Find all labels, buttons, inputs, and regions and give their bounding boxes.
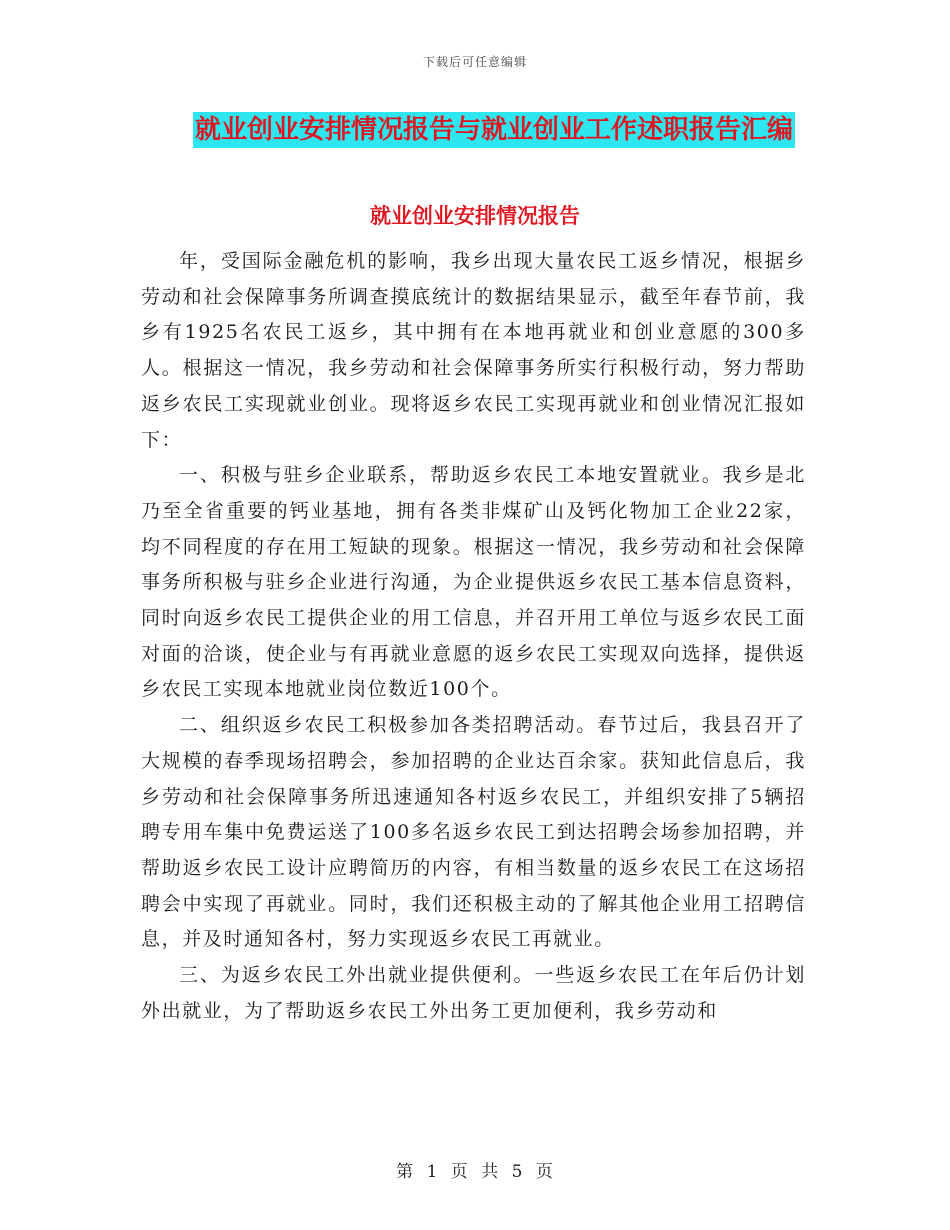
paragraph-section-1: 一、积极与驻乡企业联系，帮助返乡农民工本地安置就业。我乡是北乃至全省重要的钙业基地，拥有各类非煤矿山及钙化物加工企业22家，均不同程度的存在用工短缺的现象。根据这一情况，我乡劳动和社会保障事务所积极与驻乡企业进行沟通，为企业提供返乡农民工基本信息资料，同时向返乡农民工提供企业的用工信息，并召开用工单位与返乡农民工面对面的洽谈，使企业与有再就业意愿的返乡农民工实现双向选择，提供返乡农民工实现本地就业岗位数近100个。 [141, 464, 806, 701]
page-footer: 第 1 页 共 5 页 [396, 1162, 554, 1182]
paragraph-intro: 年，受国际金融危机的影响，我乡出现大量农民工返乡情况，根据乡劳动和社会保障事务所调查摸底统计的数据结果显示，截至年春节前，我乡有1925名农民工返乡，其中拥有在本地再就业和创业意愿的300多人。根据这一情况，我乡劳动和社会保障事务所实行积极行动，努力帮助返乡农民工实现就业创业。现将返乡农民工实现再就业和创业情况汇报如下： [141, 250, 806, 451]
paragraph-section-2: 二、组织返乡农民工积极参加各类招聘活动。春节过后，我县召开了大规模的春季现场招聘会，参加招聘的企业达百余家。获知此信息后，我乡劳动和社会保障事务所迅速通知各村返乡农民工，并组织安排了5辆招聘专用车集中免费运送了100多名返乡农民工到达招聘会场参加招聘，并帮助返乡农民工设计应聘简历的内容，有相当数量的返乡农民工在这场招聘会中实现了再就业。同时，我们还积极主动的了解其他企业用工招聘信息，并及时通知各村，努力实现返乡农民工再就业。 [141, 714, 806, 951]
body-text [141, 244, 806, 1029]
paragraph-section-3: 三、为返乡农民工外出就业提供便利。一些返乡农民工在年后仍计划外出就业，为了帮助返乡农民工外出务工更加便利，我乡劳动和 [141, 964, 806, 1022]
header-note: 下载后可任意编辑 [422, 55, 527, 69]
document-main-title: 就业创业安排情况报告与就业创业工作述职报告汇编 [193, 112, 795, 148]
section-title: 就业创业安排情况报告 [370, 203, 580, 228]
